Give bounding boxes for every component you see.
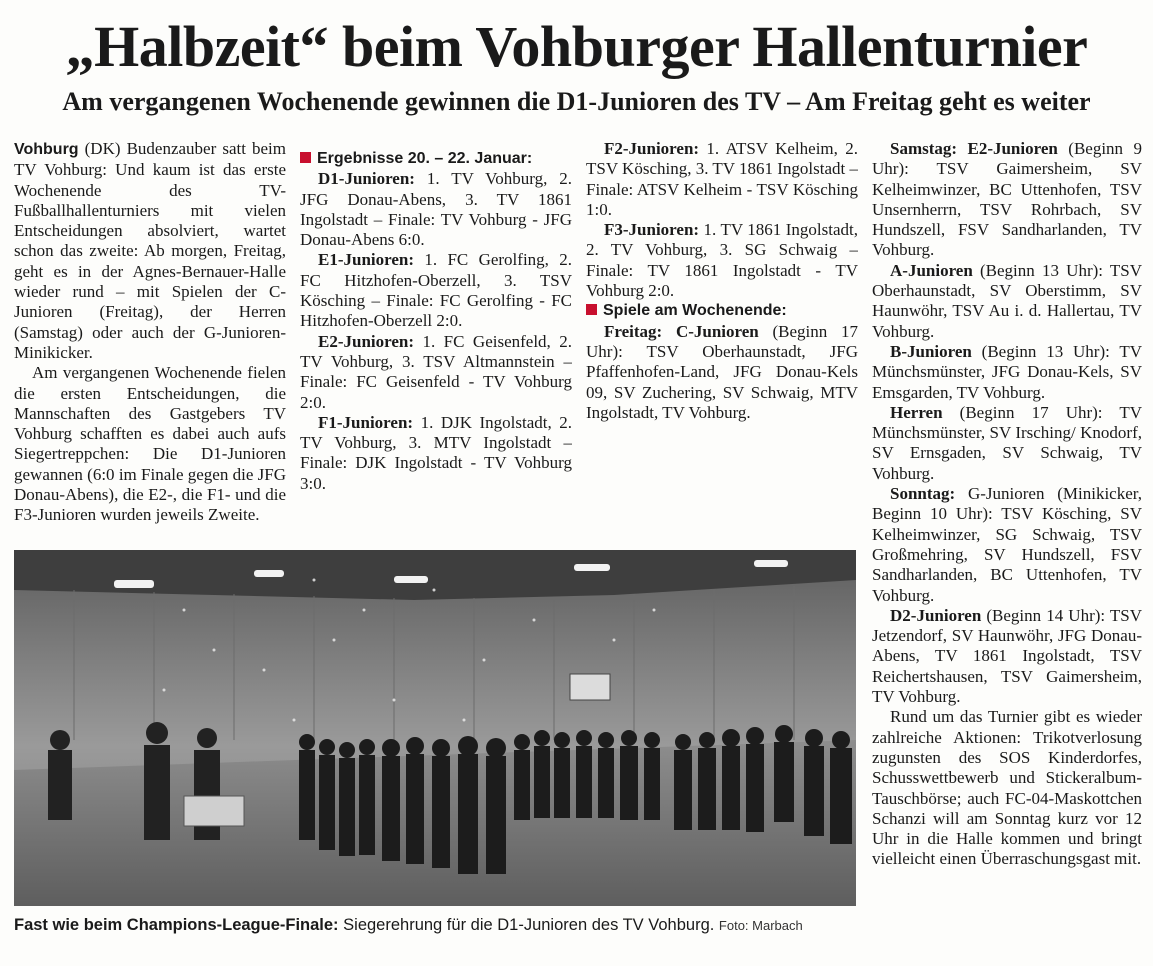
schedule-saturday: Samstag: E2-Junioren (Beginn 9 Uhr): TSV Gaimersheim, SV Kelheimwinzer, BC Uttenhofen, TSV Unsernherrn, TSV Rohrbach, SV Hundszell, FSV Sandharlanden, TV Vohburg. xyxy=(872,139,1142,260)
gym-hall-image xyxy=(14,550,856,906)
photo-caption xyxy=(14,916,859,935)
results-heading: Ergebnisse 20. – 22. Januar: xyxy=(300,149,572,169)
result-d1: D1-Junioren: 1. TV Vohburg, 2. JFG Donau-Abens, 3. TV 1861 Ingolstadt – Finale: TV Vohburg - JFG Donau-Abens 6:0. xyxy=(300,169,572,250)
section-marker-icon xyxy=(586,304,597,315)
article-paragraph-2: Am vergangenen Wochenende fielen die ersten Entscheidungen, die Mannschaften des Gastgebers TV Vohburg schafften es dabei auch aufs Siegertreppchen: Die D1-Junioren gewannen (6:0 im Finale gegen die JFG Donau-Abens), die E2-, die F1- und die F3-Junioren wurden jeweils Zweite. xyxy=(14,363,286,525)
award-ceremony-photo xyxy=(14,550,856,906)
article-column-3 xyxy=(586,139,858,525)
article-paragraph-1: Vohburg (DK) Budenzauber satt beim TV Vohburg: Und kaum ist das erste Wochenende des TV-Fußballhallenturniers mit vielen Entscheidungen absolviert, wartet schon das zweite: Ab morgen, Freitag, geht es in der Agnes-Bernauer-Halle wieder rund – mit Spielen der C-Junioren (Freitag), der Herren (Samstag) oder auch der G-Junioren-Minikicker. xyxy=(14,139,286,362)
schedule-a-junioren: A-Junioren (Beginn 13 Uhr): TSV Oberhaunstadt, SV Oberstimm, SV Haunwöhr, TSV Au i. d. Hallertau, TV Vohburg. xyxy=(872,260,1142,341)
schedule-herren: Herren (Beginn 17 Uhr): TV Münchsmünster, SV Irsching/ Knodorf, SV Ernsgaden, SV Schwaig, TV Vohburg. xyxy=(872,402,1142,483)
subheadline: Am vergangenen Wochenende gewinnen die D1-Junioren des TV – Am Freitag geht es weiter xyxy=(62,87,1091,116)
article-column-1 xyxy=(14,139,286,525)
result-f2: F2-Junioren: 1. ATSV Kelheim, 2. TSV Kösching, 3. TV 1861 Ingolstadt – Finale: ATSV Kelheim - TSV Kösching 1:0. xyxy=(586,139,858,219)
closing-paragraph: Rund um das Turnier gibt es wieder zahlreiche Aktionen: Trikotverlosung zugunsten des SOS Kinderdorfes, Schusswettbewerb und Stickeralbum-Tauschbörse; auch FC-04-Maskottchen Schanzi will am Sonntag kurz vor 12 Uhr in die Halle kommen und bringt vielleicht einen Überraschungsgast mit. xyxy=(872,707,1142,869)
photo-credit: Foto: Marbach xyxy=(718,918,803,933)
caption-lead: Fast wie beim Champions-League-Finale: xyxy=(14,916,339,934)
section-marker-icon xyxy=(300,152,311,163)
result-e1: E1-Junioren: 1. FC Gerolfing, 2. FC Hitzhofen-Oberzell, 3. TSV Kösching – Finale: FC Gerolfing - FC Hitzhofen-Oberzell 2:0. xyxy=(300,250,572,331)
schedule-b-junioren: B-Junioren (Beginn 13 Uhr): TV Münchsmünster, JFG Donau-Kels, SV Emsgarden, TV Vohburg. xyxy=(872,341,1142,402)
article-column-2 xyxy=(300,139,572,525)
schedule-sunday: Sonntag: G-Junioren (Minikicker, Beginn 10 Uhr): TSV Kösching, SV Kelheimwinzer, SG Schwaig, TSV Großmehring, SV Hundszell, FSV Sandharlanden, BC Uttenhofen, TV Vohburg. xyxy=(872,484,1142,605)
dateline: Vohburg xyxy=(14,141,79,158)
result-f3: F3-Junioren: 1. TV 1861 Ingolstadt, 2. TV Vohburg, 3. SG Schwaig – Finale: TV 1861 Ingolstadt - TV Vohburg 2:0. xyxy=(586,220,858,301)
schedule-d2-junioren: D2-Junioren (Beginn 14 Uhr): TSV Jetzendorf, SV Haunwöhr, JFG Donau-Abens, TV 1861 Ingolstadt, TSV Reichertshausen, TSV Gaimersheim, TV Vohburg. xyxy=(872,605,1142,707)
games-heading: Spiele am Wochenende: xyxy=(586,301,858,321)
article-column-4 xyxy=(872,139,1142,950)
schedule-friday: Freitag: C-Junioren (Beginn 17 Uhr): TSV Oberhaunstadt, JFG Pfaffenhofen-Land, JFG Donau-Kels 09, SV Zuchering, SV Schwaig, MTV Ingolstadt, TV Vohburg. xyxy=(586,321,858,422)
result-e2: E2-Junioren: 1. FC Geisenfeld, 2. TV Vohburg, 3. TSV Altmannstein – Finale: FC Geisenfeld - TV Vohburg 2:0. xyxy=(300,331,572,412)
headline: „Halbzeit“ beim Vohburger Hallenturnier xyxy=(65,14,1088,79)
caption-text: Siegerehrung für die D1-Junioren des TV Vohburg. xyxy=(338,916,715,934)
result-f1: F1-Junioren: 1. DJK Ingolstadt, 2. TV Vohburg, 3. MTV Ingolstadt – Finale: DJK Ingolstadt - TV Vohburg 3:0. xyxy=(300,412,572,493)
